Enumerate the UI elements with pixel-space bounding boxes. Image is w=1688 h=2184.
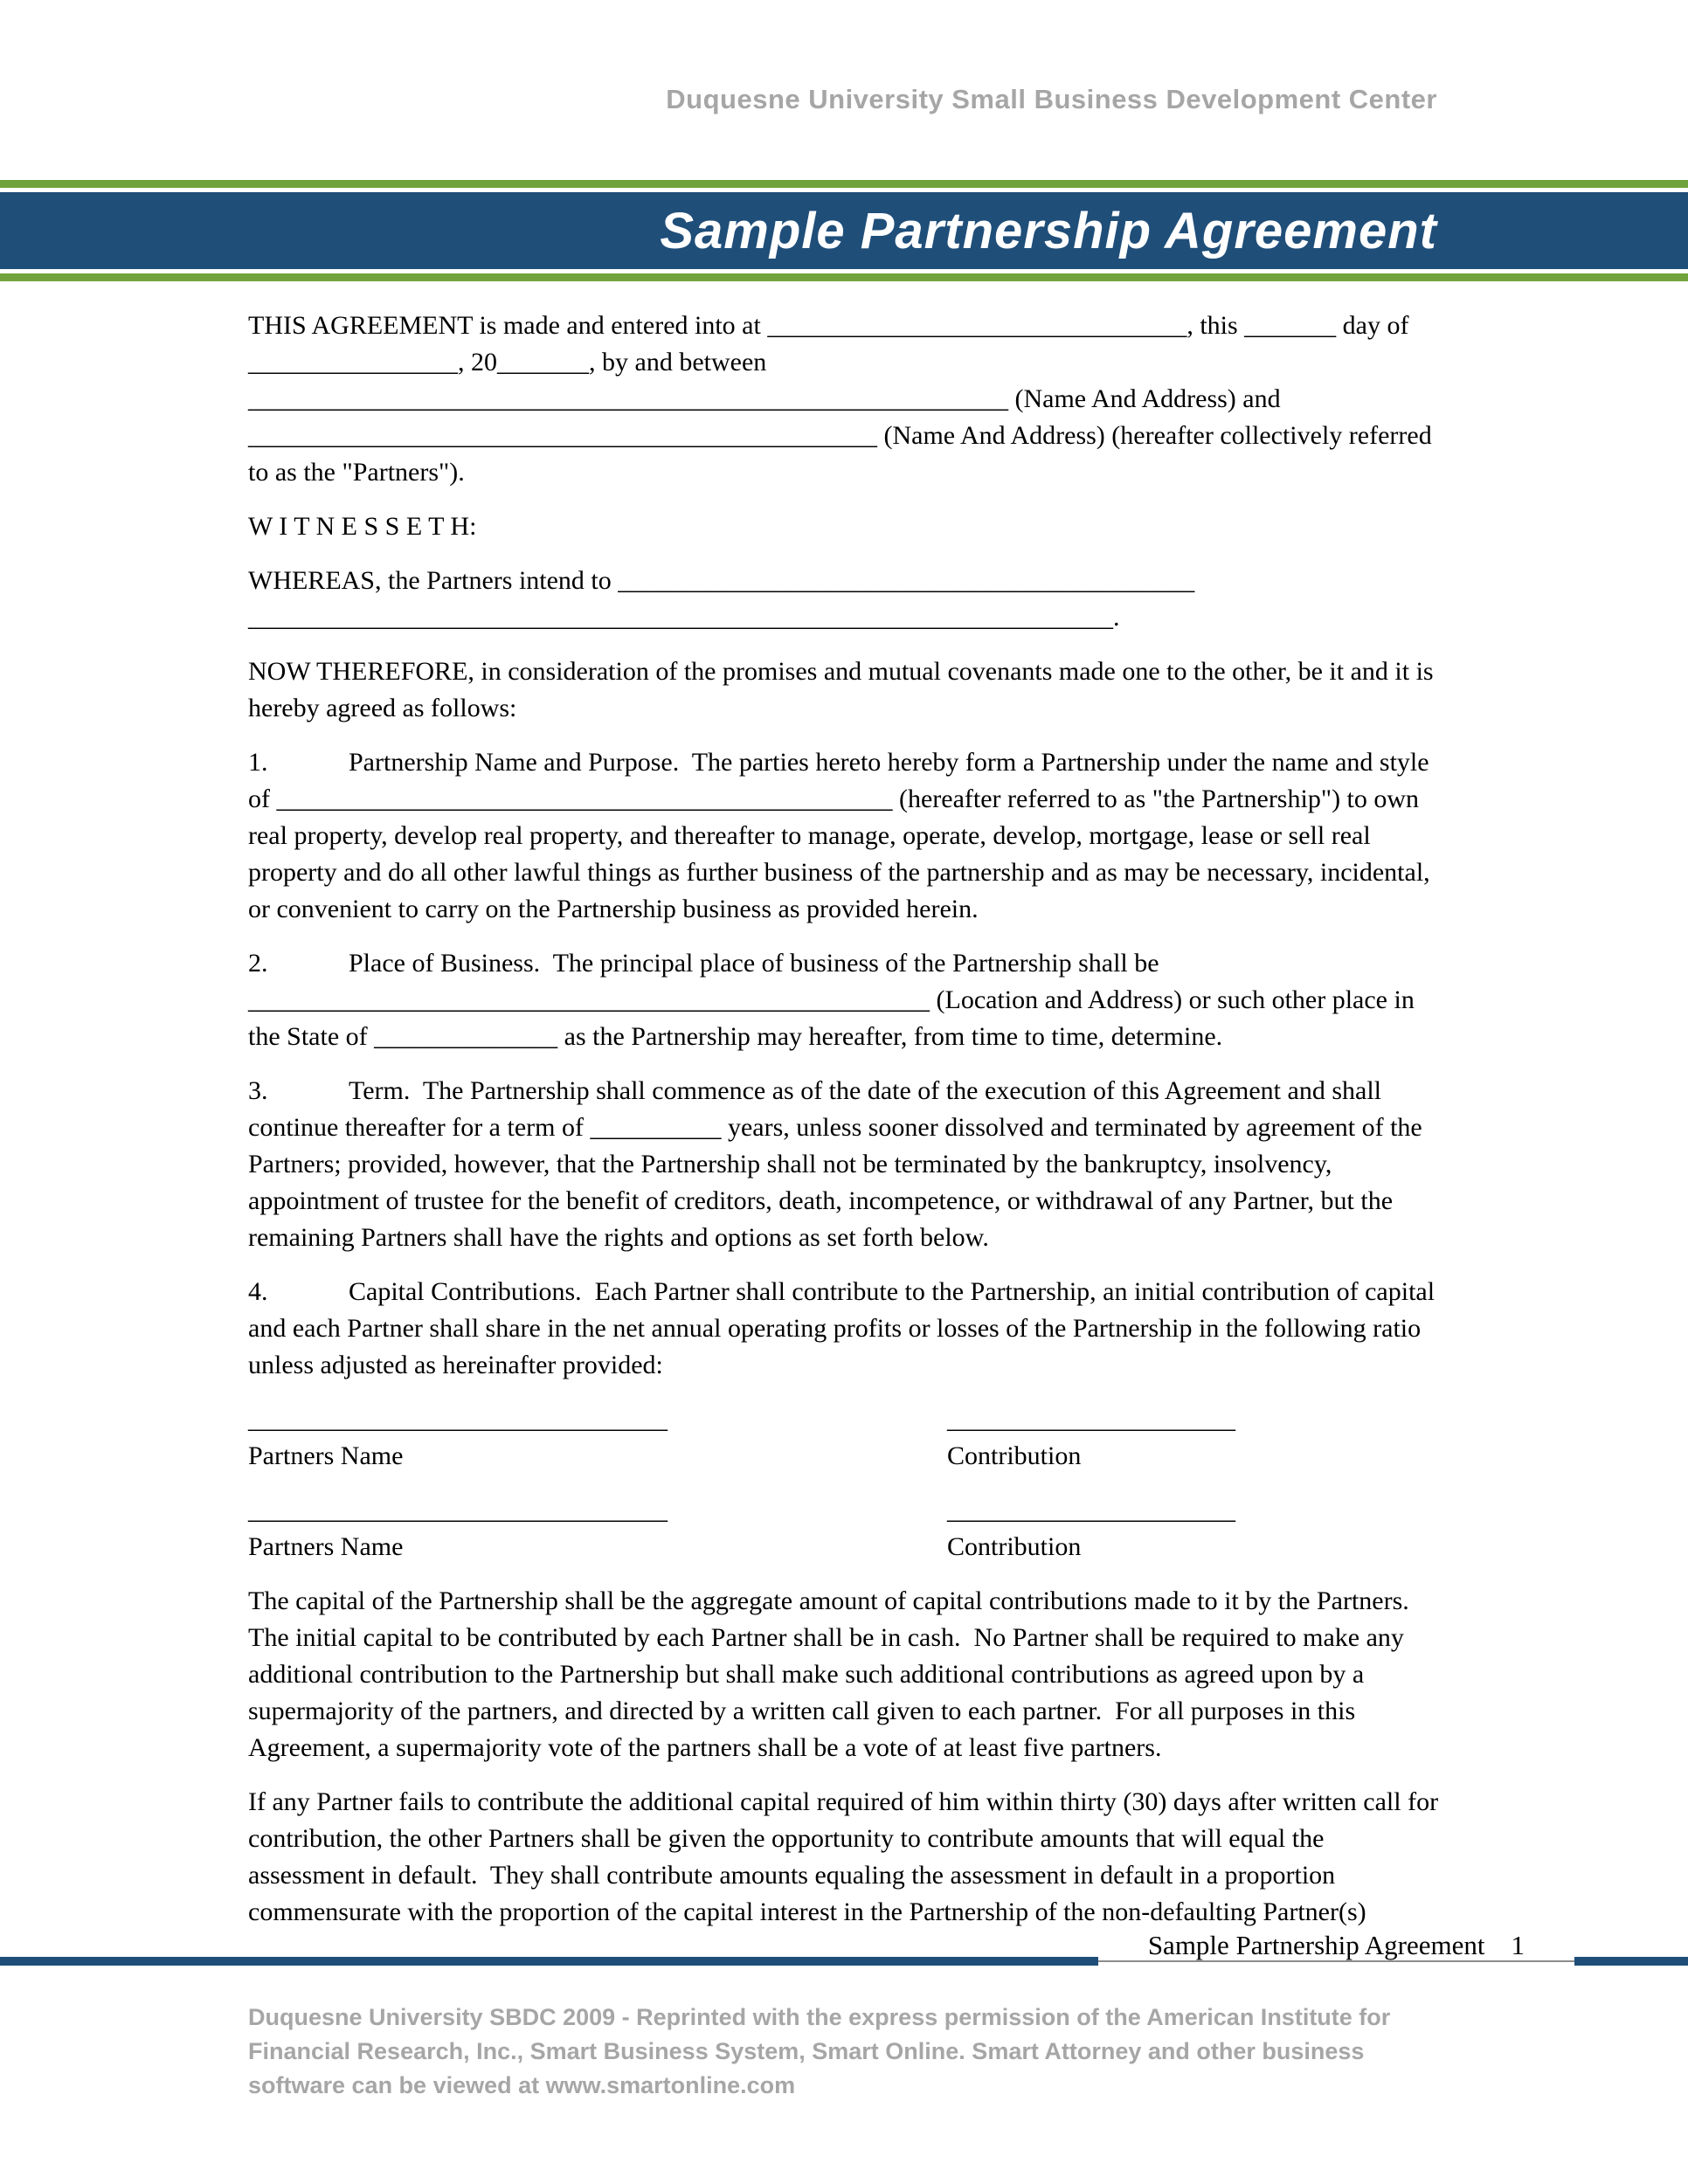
clause-3-number: 3. — [248, 1076, 268, 1105]
contribution-blank-2: ______________________ — [947, 1496, 1235, 1524]
clause-4-capital-contributions — [248, 1274, 1441, 1384]
partner-name-blank-1: ________________________________ — [248, 1405, 668, 1434]
paragraph-whereas: WHEREAS, the Partners intend to ____________________________________________ __________________________________________________________________. — [248, 566, 1201, 632]
paragraph-agreement-intro: THIS AGREEMENT is made and entered into at ________________________________, this _______ day of ________________, 20_______, by and between __________________________________________________________ (Name And Address) and ________________________________________________ (Name And Address) (hereafter collectively referred to as the "Partners"). — [248, 311, 1439, 487]
document-body — [248, 308, 1445, 1948]
partner-name-blank-2: ________________________________ — [248, 1496, 668, 1524]
clause-2-text: Place of Business. The principal place of business of the Partnership shall be ____________________________________________________ (Location and Address) or such other place in the State of ______________ as the Partnership may hereafter, from time to time, determine. — [248, 949, 1422, 1051]
contribution-label-1: Contribution — [947, 1441, 1082, 1470]
partner-name-label-1: Partners Name — [248, 1441, 404, 1470]
banner-top-rule — [0, 180, 1688, 188]
clause-1-partnership-name-and-purpose — [248, 744, 1441, 928]
contribution-row-1-name-cell — [248, 1401, 947, 1475]
running-footer — [1138, 1931, 1535, 1960]
footer-document-title: Sample Partnership Agreement — [1147, 1930, 1485, 1960]
document-title: Sample Partnership Agreement — [660, 202, 1437, 259]
contribution-blank-1: ______________________ — [947, 1405, 1235, 1434]
title-banner — [0, 180, 1688, 281]
clause-4-number: 4. — [248, 1277, 268, 1306]
paragraph-now-therefore: NOW THEREFORE, in consideration of the promises and mutual covenants made one to the other, be it and it is hereby agreed as follows: — [248, 657, 1441, 722]
clause-3-term — [248, 1073, 1441, 1256]
contribution-row-2-name-cell — [248, 1492, 947, 1565]
footer-credit-text: Duquesne University SBDC 2009 - Reprinted with the express permission of the American Institute for Financial Research, Inc., Smart Business System, Smart Online. Smart Attorney and other business software can be viewed at www.smartonline.com — [248, 2004, 1391, 2098]
contribution-label-2: Contribution — [947, 1532, 1082, 1561]
banner-bottom-rule — [0, 273, 1688, 281]
contribution-row-1-contribution-cell — [947, 1401, 1441, 1475]
paragraph-default-contribution: If any Partner fails to contribute the additional capital required of him within thirty (30) days after written call for contribution, the other Partners shall be given the opportunity to contribute amounts that will equal the assessment in default. They shall contribute amounts equaling the assessment in default in a proportion commensurate with the proportion of the capital interest in the Partnership of the non-defaulting Partner(s) — [248, 1787, 1445, 1926]
contribution-row-2-contribution-cell — [947, 1492, 1441, 1565]
clause-2-place-of-business — [248, 945, 1441, 1055]
paragraph-capital-aggregate: The capital of the Partnership shall be the aggregate amount of capital contributions made to it by the Partners. The initial capital to be contributed by each Partner shall be in cash. No Partner shall be required to make any additional contribution to the Partnership but shall make such additional contributions as agreed upon by a supermajority of the partners, and directed by a written call given to each partner. For all purposes in this Agreement, a supermajority vote of the partners shall be a vote of at least five partners. — [248, 1586, 1422, 1762]
clause-4-text: Capital Contributions. Each Partner shall contribute to the Partnership, an initial contribution of capital and each Partner shall share in the net annual operating profits or losses of the Partnership in the following ratio unless adjusted as hereinafter provided: — [248, 1277, 1442, 1379]
partner-name-label-2: Partners Name — [248, 1532, 404, 1561]
contribution-row-2 — [248, 1492, 1441, 1565]
clause-3-text: Term. The Partnership shall commence as of the date of the execution of this Agreement and shall continue thereafter for a term of __________ years, unless sooner dissolved and terminated by agreement of the Partners; provided, however, that the Partnership shall not be terminated by the bankruptcy, insolvency, appointment of trustee for the benefit of creditors, death, incompetence, or withdrawal of any Partner, but the remaining Partners shall have the rights and options as set forth below. — [248, 1076, 1429, 1252]
clause-2-number: 2. — [248, 949, 268, 978]
contribution-row-1 — [248, 1401, 1441, 1475]
page-number: 1 — [1511, 1930, 1525, 1960]
footer-right-blue-rule — [1574, 1957, 1688, 1966]
clause-1-number: 1. — [248, 748, 268, 777]
witnesseth-heading: W I T N E S S E T H: — [248, 512, 477, 541]
page-footer-rule — [0, 1922, 1688, 1971]
banner-bar — [0, 192, 1688, 269]
clause-1-text: Partnership Name and Purpose. The parties hereto hereby form a Partnership under the name and style of _______________________________________________ (hereafter referred to as "the Partnership") to own real property, develop real property, and thereafter to manage, operate, develop, mortgage, lease or sell real property and do all other lawful things as further business of the partnership and as may be necessary, incidental, or convenient to carry on the Partnership business as provided herein. — [248, 748, 1437, 923]
footer-left-blue-rule — [0, 1957, 1098, 1966]
org-header-text: Duquesne University Small Business Development Center — [666, 84, 1437, 114]
